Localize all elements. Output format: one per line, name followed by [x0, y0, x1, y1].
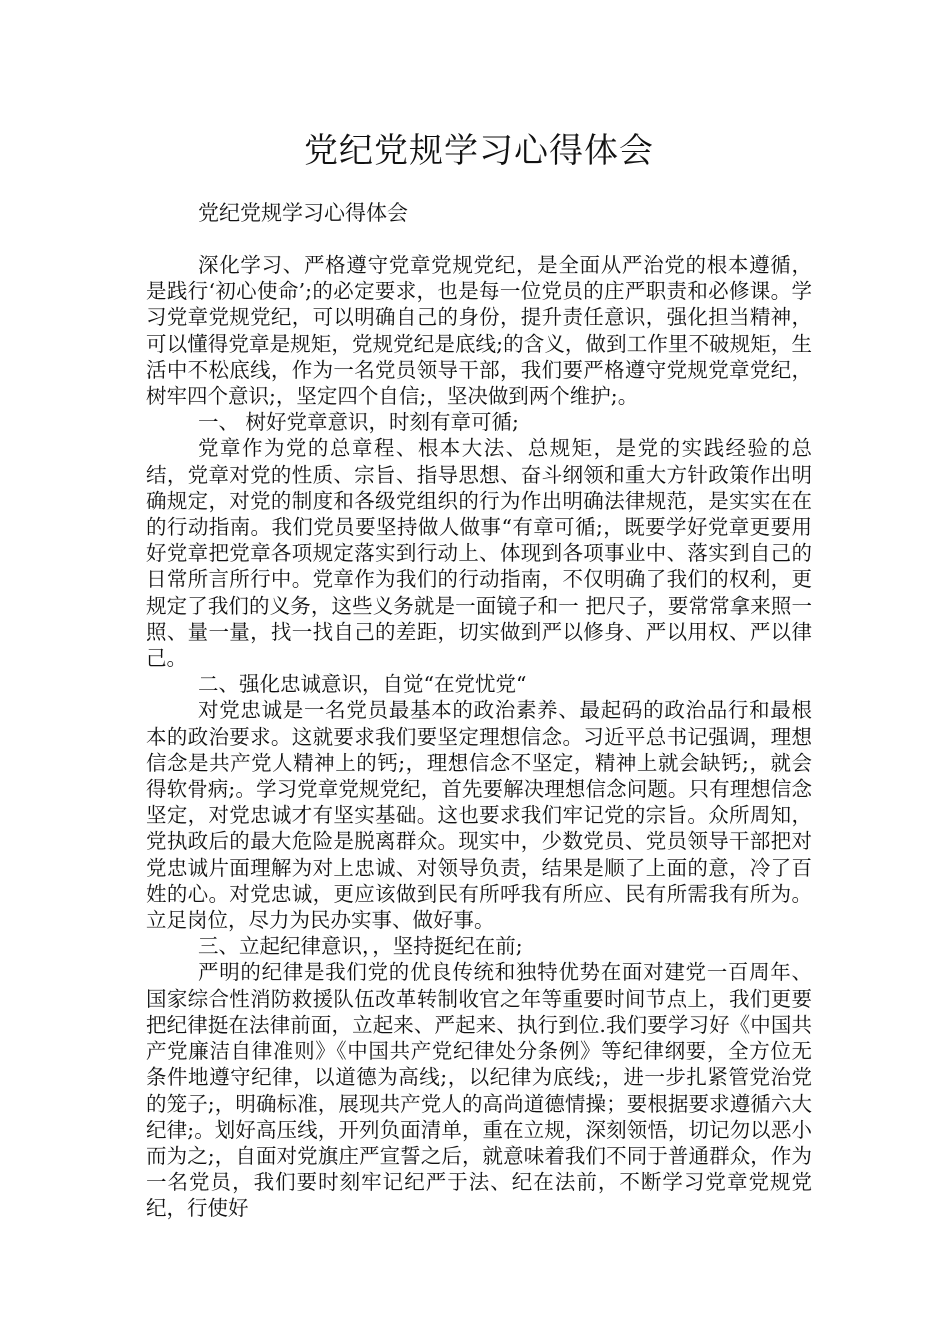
paragraph-intro: 深化学习、严格遵守党章党规党纪，是全面从严治党的根本遵循，是践行‘初心使命’;的必定要求，也是每一位党员的庄严职责和必修课。学习党章党规党纪，可以明确自己的身份，提升责任意识，强化担当精神，可以懂得党章是规矩，党规党纪是底线;的含义，做到工作里不破规矩，生活中不松底线，作为一名党员领导干部，我们要严格遵守党规党章党纪，树牢四个意识;，坚定四个自信;，坚决做到两个维护;。: [146, 253, 812, 409]
document-subtitle: 党纪党规学习心得体会: [198, 201, 408, 225]
paragraph-section-2: 对党忠诚是一名党员最基本的政治素养、最起码的政治品行和最根本的政治要求。这就要求我们要坚定理想信念。习近平总书记强调，理想信念是共产党人精神上的钙;，理想信念不坚定，精神上就会缺钙;，就会得软骨病;。学习党章党规党纪，首先要解决理想信念问题。只有理想信念坚定，对党忠诚才有坚实基础。这也要求我们牢记党的宗旨。众所周知，党执政后的最大危险是脱离群众。现实中，少数党员、党员领导干部把对党忠诚片面理解为对上忠诚、对领导负责，结果是顺了上面的意，冷了百姓的心。对党忠诚，更应该做到民有所呼我有所应、民有所需我有所为。立足岗位，尽力为民办实事、做好事。: [146, 698, 812, 933]
section-heading-2: 二、强化忠诚意识，自觉“在党忧党“: [198, 672, 527, 697]
paragraph-section-1: 党章作为党的总章程、根本大法、总规矩，是党的实践经验的总结，党章对党的性质、宗旨、指导思想、奋斗纲领和重大方针政策作出明确规定，对党的制度和各级党组织的行为作出明确法律规范，是实实在在的行动指南。我们党员要坚持做人做事“有章可循;，既要学好党章更要用好党章把党章各项规定落实到行动上、体现到各项事业中、落实到自己的日常所言所行中。党章作为我们的行动指南，不仅明确了我们的权利，更规定了我们的义务，这些义务就是一面镜子和一 把尺子，要常常拿来照一照、量一量，找一找自己的差距，切实做到严以修身、严以用权、严以律己。: [146, 436, 812, 671]
document-body: [146, 252, 812, 1222]
document-title: 党纪党规学习心得体会: [304, 131, 654, 171]
paragraph-section-3: 严明的纪律是我们党的优良传统和独特优势在面对建党一百周年、国家综合性消防救援队伍改革转制收官之年等重要时间节点上，我们更要把纪律挺在法律前面，立起来、严起来、执行到位.我们要学习好《中国共产党廉洁自律准则》《中国共产党纪律处分条例》等纪律纲要，全方位无条件地遵守纪律，以道德为高线;，以纪律为底线;，进一步扎紧管党治党的笼子;，明确标准，展现共产党人的高尚道德情操；要根据要求遵循六大纪律;。划好高压线，开列负面清单，重在立规，深刻领悟，切记勿以恶小而为之;，自面对党旗庄严宣誓之后，就意味着我们不同于普通群众，作为一名党员，我们要时刻牢记纪严于法、纪在法前，不断学习党章党规党纪，行使好: [146, 960, 812, 1221]
section-heading-3: 三、立起纪律意识，，坚持挺纪在前;: [198, 934, 523, 959]
section-heading-1: 一、 树好党章意识，时刻有章可循;: [198, 410, 519, 435]
document-page: [146, 128, 812, 1222]
